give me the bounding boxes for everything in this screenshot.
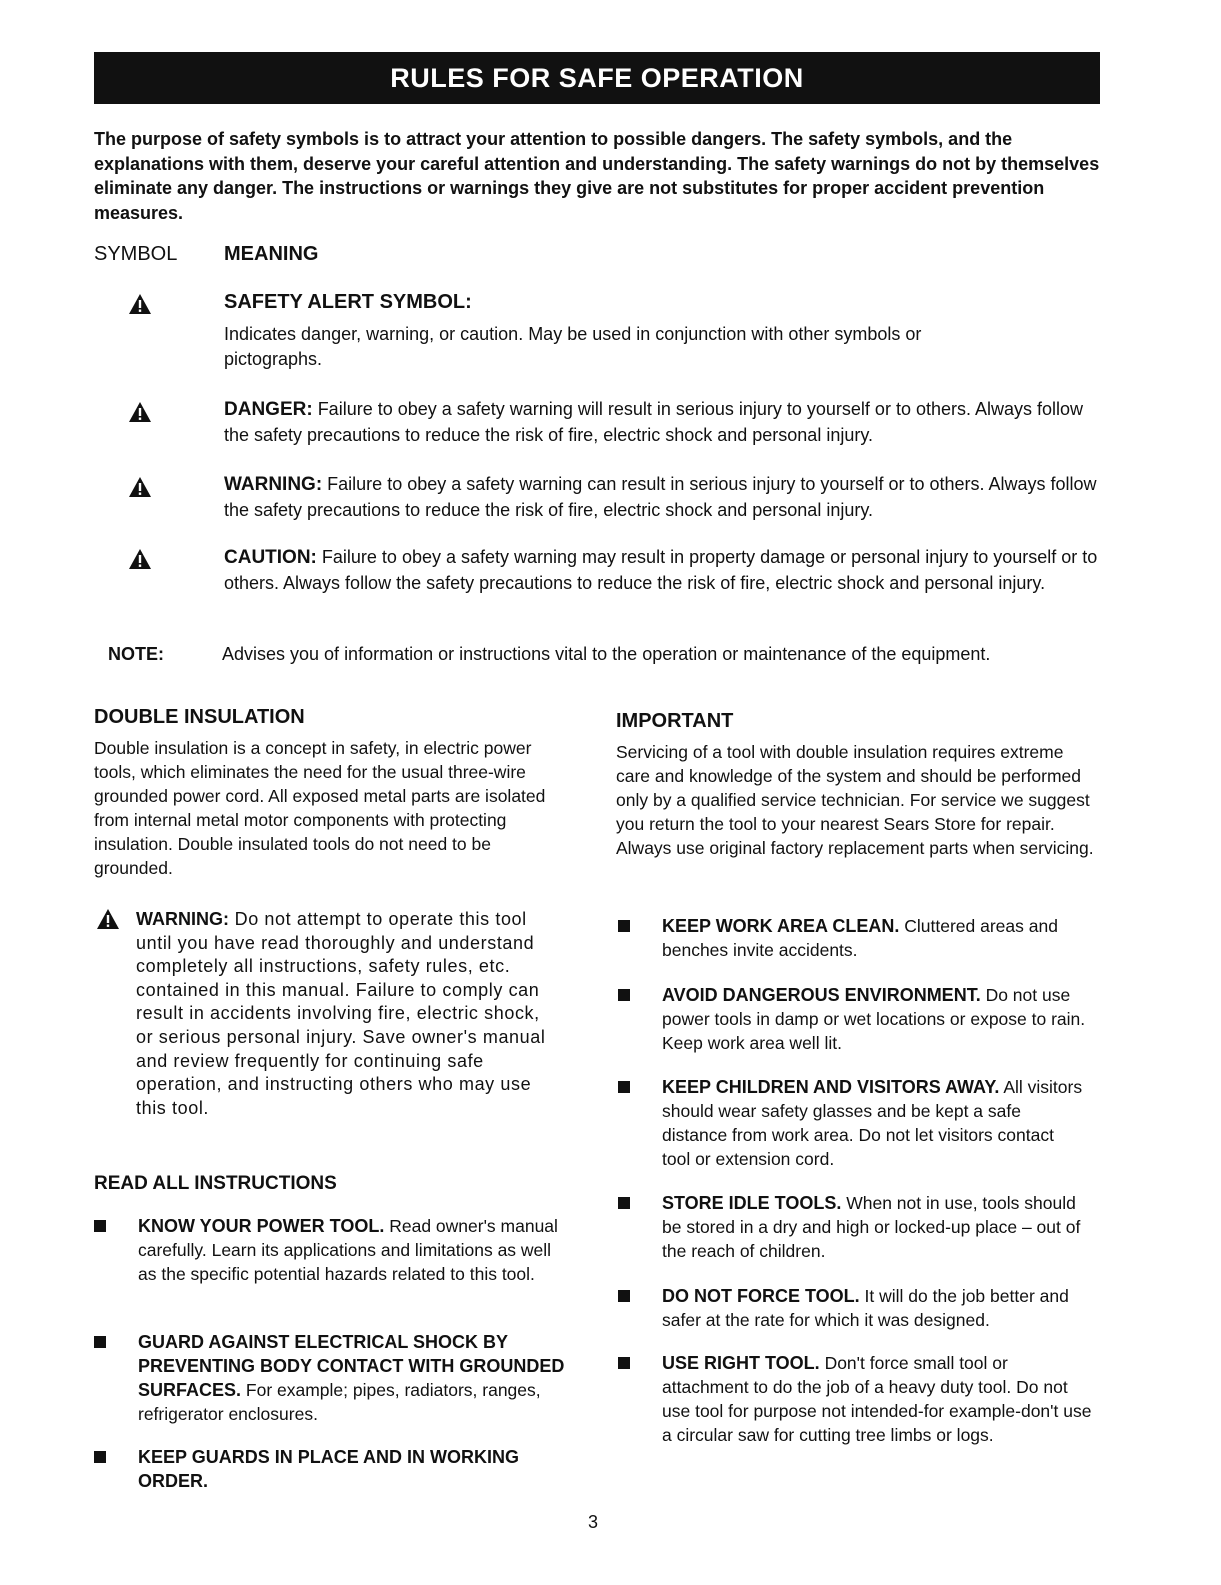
important-text: Servicing of a tool with double insulation requires extreme care and knowledge of the system and should be performed only by a qualified service technician. For service we suggest you return the tool to your nearest Sears Store for repair. Always use original factory replacement parts when servicing. — [616, 742, 1094, 858]
bullet-square-icon — [618, 1197, 630, 1209]
bullet-square-icon — [618, 1357, 630, 1369]
list-item — [662, 1075, 1087, 1171]
list-item — [662, 1191, 1087, 1263]
warning-heading: WARNING: — [224, 474, 323, 495]
note-label: NOTE: — [108, 644, 164, 664]
note-text: Advises you of information or instructions vital to the operation or maintenance of the equipment. — [222, 644, 991, 664]
symbol-entry-caution — [224, 545, 1104, 595]
bullet-square-icon — [618, 1081, 630, 1093]
bullet-square-icon — [618, 920, 630, 932]
page-title: RULES FOR SAFE OPERATION — [94, 52, 1100, 104]
symbol-entry-danger — [224, 397, 1104, 447]
safety-alert-heading: SAFETY ALERT SYMBOL: — [224, 291, 472, 313]
rule-text: Cluttered areas and benches invite accidents. — [662, 916, 1058, 960]
safety-alert-text: Indicates danger, warning, or caution. May be used in conjunction with other symbols or pictographs. — [224, 324, 922, 369]
warning-triangle-icon — [128, 293, 152, 315]
rule-heading: KNOW YOUR POWER TOOL. — [138, 1216, 385, 1236]
meaning-column-header: MEANING — [224, 243, 319, 265]
caution-text: Failure to obey a safety warning may result in property damage or personal injury to yourself or to others. Always follow the safety precautions to reduce the risk of fire, electric shock and personal injury. — [224, 547, 1098, 593]
rule-heading: STORE IDLE TOOLS. — [662, 1193, 842, 1213]
warning-triangle-icon — [96, 908, 120, 930]
rule-text: All visitors should wear safety glasses and be kept a safe distance from work area. Do not let visitors contact tool or extension cord. — [662, 1077, 1083, 1169]
rule-text: It will do the job better and safer at the rate for which it was designed. — [662, 1286, 1069, 1330]
warning-block — [96, 908, 566, 1118]
rule-heading: AVOID DANGEROUS ENVIRONMENT. — [662, 985, 981, 1005]
list-item — [138, 1214, 558, 1286]
list-item — [662, 983, 1087, 1055]
warning-block-text — [136, 908, 556, 1120]
rule-text: Read owner's manual carefully. Learn its applications and limitations as well as the specific potential hazards related to this tool. — [138, 1216, 558, 1284]
list-item — [662, 1284, 1082, 1332]
danger-text: Failure to obey a safety warning will result in serious injury to yourself or to others. Always follow the safety precautions to reduce the risk of fire, electric shock and personal injury. — [224, 399, 1084, 445]
warning-block-heading: WARNING: — [136, 909, 229, 929]
symbol-entry-safety-alert — [224, 290, 1104, 371]
rule-text: When not in use, tools should be stored in a dry and high or locked-up place – out of the reach of children. — [662, 1193, 1081, 1261]
bullet-square-icon — [94, 1220, 106, 1232]
important-heading: IMPORTANT — [616, 710, 734, 732]
rule-heading: USE RIGHT TOOL. — [662, 1353, 820, 1373]
intro-paragraph: The purpose of safety symbols is to attract your attention to possible dangers. The safety symbols, and the explanations with them, deserve your careful attention and understanding. The safety warnings do not by themselves eliminate any danger. The instructions or warnings they give are not substitutes for proper accident prevention measures. — [94, 129, 1100, 223]
bullet-square-icon — [618, 989, 630, 1001]
symbol-column-header: SYMBOL — [94, 243, 178, 265]
caution-heading: CAUTION: — [224, 547, 317, 568]
warning-triangle-icon — [128, 401, 152, 423]
list-item — [138, 1445, 568, 1493]
page-number: 3 — [588, 1512, 599, 1532]
symbol-entry-warning — [224, 472, 1104, 522]
warning-triangle-icon — [128, 476, 152, 498]
warning-block-body: Do not attempt to operate this tool until you have read thoroughly and understand completely all instructions, safety rules, etc. contained in this manual. Failure to comply can result in accidents involving fire, electric shock, or serious personal injury. Save owner's manual and review frequently for continuing safe operation, and instructing others who may use this tool. — [136, 909, 546, 1118]
bullet-square-icon — [94, 1336, 106, 1348]
list-item — [138, 1330, 568, 1426]
double-insulation-heading: DOUBLE INSULATION — [94, 706, 305, 728]
rule-heading: KEEP CHILDREN AND VISITORS AWAY. — [662, 1077, 1000, 1097]
warning-text: Failure to obey a safety warning can result in serious injury to yourself or to others. Always follow the safety precautions to reduce the risk of fire, electric shock and personal injury. — [224, 474, 1097, 520]
rule-text: Don't force small tool or attachment to do the job of a heavy duty tool. Do not use tool for purpose not intended-for example-don't use a circular saw for cutting tree limbs or logs. — [662, 1353, 1092, 1445]
rule-heading: KEEP WORK AREA CLEAN. — [662, 916, 900, 936]
bullet-square-icon — [94, 1451, 106, 1463]
warning-triangle-icon — [128, 548, 152, 570]
read-all-heading: READ ALL INSTRUCTIONS — [94, 1173, 337, 1194]
rule-heading: KEEP GUARDS IN PLACE AND IN WORKING ORDER. — [138, 1447, 520, 1491]
rule-heading: DO NOT FORCE TOOL. — [662, 1286, 860, 1306]
bullet-square-icon — [618, 1290, 630, 1302]
list-item — [662, 914, 1082, 962]
double-insulation-text: Double insulation is a concept in safety, in electric power tools, which eliminates the need for the usual three-wire grounded power cord. All exposed metal parts are isolated from internal metal motor components with protecting insulation. Double insulated tools do not need to be grounded. — [94, 738, 546, 878]
danger-heading: DANGER: — [224, 399, 313, 420]
rule-heading: GUARD AGAINST ELECTRICAL SHOCK BY PREVENTING BODY CONTACT WITH GROUNDED SURFACES. — [138, 1332, 565, 1400]
rule-text: For example; pipes, radiators, ranges, refrigerator enclosures. — [138, 1380, 541, 1424]
list-item — [662, 1351, 1092, 1447]
rule-text: Do not use power tools in damp or wet locations or expose to rain. Keep work area well lit. — [662, 985, 1086, 1053]
